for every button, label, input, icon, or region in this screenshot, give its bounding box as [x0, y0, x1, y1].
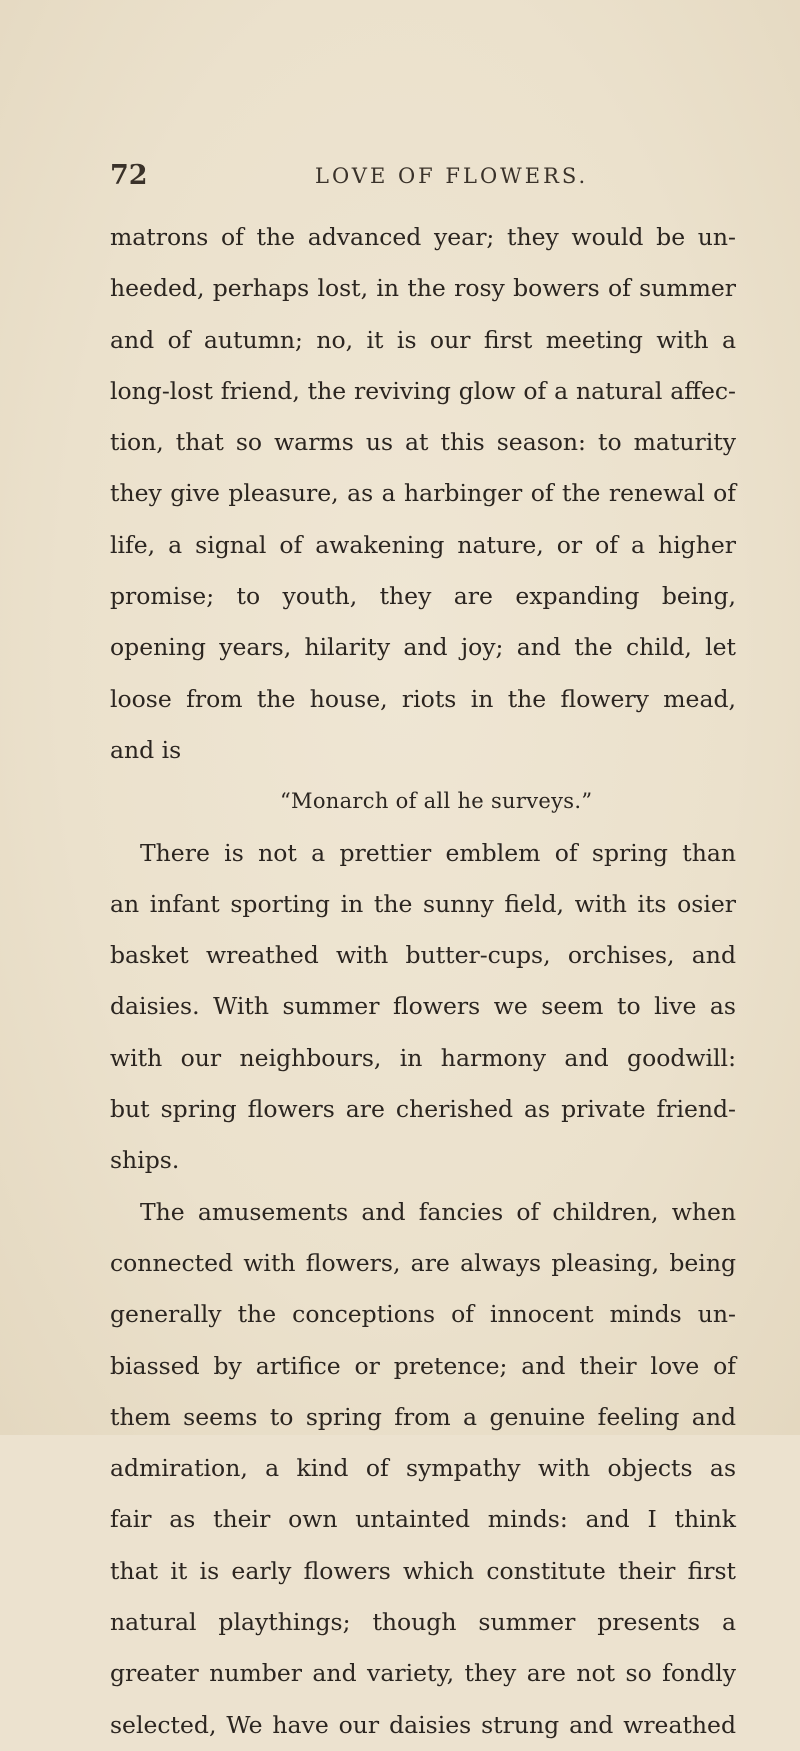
block-quote: “Monarch of all he surveys.” [280, 789, 593, 814]
text-line: The amusements and fancies of children, when [140, 1197, 736, 1226]
body-text [110, 212, 736, 1751]
text-line: biassed by artifice or pretence; and their love of [110, 1351, 736, 1380]
text-line: basket wreathed with butter-cups, orchises, and [110, 941, 736, 970]
text-line: an infant sporting in the sunny field, with its osier [110, 889, 736, 918]
text-line: life, a signal of awakening nature, or of a higher [110, 530, 736, 559]
text-line: long-lost friend, the reviving glow of a natural affec- [110, 376, 736, 405]
page-header [110, 160, 730, 200]
text-line: tion, that so warms us at this season: to maturity [110, 428, 736, 457]
text-line: loose from the house, riots in the flowery mead, [110, 684, 736, 713]
text-line: ships. [110, 1146, 180, 1175]
text-line: generally the conceptions of innocent minds un- [110, 1300, 736, 1329]
text-line: them seems to spring from a genuine feeling and [110, 1402, 736, 1431]
text-line: greater number and variety, they are not so fondly [110, 1659, 736, 1688]
text-line: There is not a prettier emblem of spring than [140, 838, 736, 867]
text-line: with our neighbours, in harmony and goodwill: [110, 1043, 736, 1072]
text-line: but spring flowers are cherished as private friend- [110, 1095, 736, 1124]
running-head: LOVE OF FLOWERS. [315, 164, 589, 188]
text-line: promise; to youth, they are expanding being, [110, 582, 736, 611]
text-line: and of autumn; no, it is our first meeting with a [110, 325, 736, 354]
text-line: matrons of the advanced year; they would be un- [110, 223, 736, 251]
text-line: daisies. With summer flowers we seem to live as [110, 992, 736, 1021]
text-line: and is [110, 735, 182, 764]
text-line: connected with flowers, are always pleasing, being [110, 1248, 736, 1277]
text-line: selected, We have our daisies strung and wreathed [110, 1710, 736, 1739]
text-line: that it is early flowers which constitute their first [110, 1556, 736, 1585]
text-line: natural playthings; though summer presents a [110, 1608, 736, 1637]
text-line: they give pleasure, as a harbinger of the renewal of [110, 479, 736, 508]
text-line: opening years, hilarity and joy; and the child, let [110, 633, 736, 662]
text-line: heeded, perhaps lost, in the rosy bowers of summer [110, 274, 736, 303]
text-line: fair as their own untainted minds: and I think [110, 1505, 736, 1534]
text-line: admiration, a kind of sympathy with objects as [110, 1454, 736, 1483]
page-number: 72 [110, 160, 148, 191]
